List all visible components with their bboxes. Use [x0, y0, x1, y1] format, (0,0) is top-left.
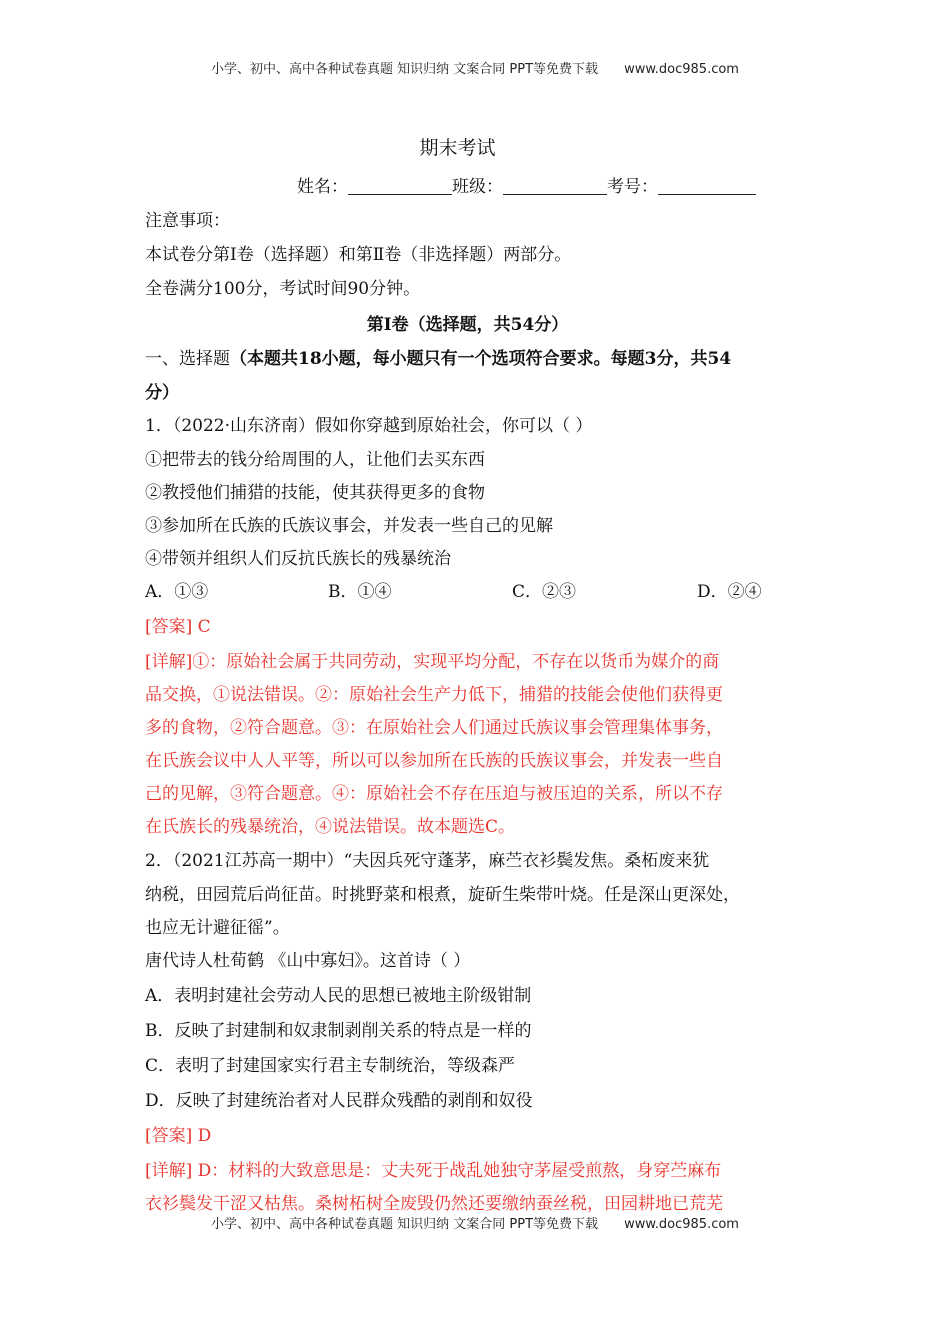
- q1-explain-4: 在氏族会议中人人平等，所以可以参加所在氏族的氏族议事会，并发表一些自: [145, 751, 723, 771]
- q1-answer: [答案] C: [145, 617, 211, 637]
- name-label: 姓名：: [297, 177, 348, 197]
- q1-item-4: ④带领并组织人们反抗氏族长的残暴统治: [145, 549, 451, 569]
- section-title: 第Ⅰ卷（选择题，共54分）: [366, 315, 569, 335]
- header-site-link[interactable]: www.doc985.com: [624, 62, 739, 77]
- q1-item-2: ②教授他们捕猎的技能，使其获得更多的食物: [145, 483, 485, 503]
- part-heading: [145, 344, 731, 369]
- part-instructions: （本题共18小题，每小题只有一个选项符合要求。每题3分，共54: [230, 349, 732, 369]
- name-blank[interactable]: [348, 176, 452, 195]
- q2-option-b[interactable]: B．反映了封建制和奴隶制剥削关系的特点是一样的: [145, 1021, 532, 1041]
- q1-item-1: ①把带去的钱分给周围的人，让他们去买东西: [145, 450, 485, 470]
- q2-option-d[interactable]: D．反映了封建统治者对人民群众残酷的剥削和奴役: [145, 1091, 533, 1111]
- notes-line-2: 全卷满分100分，考试时间90分钟。: [145, 279, 421, 299]
- q1-option-c[interactable]: C．②③: [512, 582, 577, 602]
- q1-explain-2: 品交换，①说法错误。②：原始社会生产力低下，捕猎的技能会使他们获得更: [145, 685, 723, 705]
- header-text: 小学、初中、高中各种试卷真题 知识归纳 文案合同 PPT等免费下载: [211, 62, 599, 77]
- q2-stem-4: 唐代诗人杜荀鹤 《山中寡妇》。这首诗（ ）: [145, 951, 471, 971]
- page-title: 期末考试: [419, 137, 496, 159]
- q2-stem-1: 2．（2021江苏高一期中）“夫因兵死守蓬茅，麻苎衣衫鬓发焦。桑柘废来犹: [145, 851, 710, 871]
- page-header: [0, 58, 950, 77]
- class-label: 班级：: [452, 177, 503, 197]
- q2-option-c[interactable]: C．表明了封建国家实行君主专制统治，等级森严: [145, 1056, 516, 1076]
- page-footer: [0, 1213, 950, 1232]
- q1-option-a[interactable]: A．①③: [145, 582, 209, 602]
- part-instructions-cont: 分）: [145, 383, 179, 403]
- q2-stem-3: 也应无计避征徭”。: [145, 918, 290, 938]
- q2-stem-2: 纳税，田园荒后尚征苗。时挑野菜和根煮，旋斫生柴带叶烧。任是深山更深处，: [145, 885, 740, 905]
- q2-explain-2: 衣衫鬓发干涩又枯焦。桑树柘树全废毁仍然还要缴纳蚕丝税，田园耕地已荒芜: [145, 1194, 723, 1214]
- q2-explain-1: [详解] D：材料的大致意思是：丈夫死于战乱她独守茅屋受煎熬，身穿苎麻布: [145, 1161, 722, 1181]
- part-prefix: 一、选择题: [145, 349, 230, 369]
- q1-explain-1: [详解]①：原始社会属于共同劳动，实现平均分配，不存在以货币为媒介的商: [145, 652, 720, 672]
- q1-item-3: ③参加所在氏族的氏族议事会，并发表一些自己的见解: [145, 516, 553, 536]
- q1-stem: 1．（2022·山东济南）假如你穿越到原始社会，你可以（ ）: [145, 416, 593, 436]
- q1-explain-6: 在氏族长的残暴统治，④说法错误。故本题选C。: [145, 817, 516, 837]
- q2-option-a[interactable]: A．表明封建社会劳动人民的思想已被地主阶级钳制: [145, 986, 532, 1006]
- number-label: 考号：: [607, 177, 658, 197]
- q2-answer: [答案] D: [145, 1126, 212, 1146]
- footer-text: 小学、初中、高中各种试卷真题 知识归纳 文案合同 PPT等免费下载: [211, 1217, 599, 1232]
- q1-option-b[interactable]: B．①④: [328, 582, 392, 602]
- student-info: [297, 172, 756, 197]
- number-blank[interactable]: [658, 176, 756, 195]
- q1-option-d[interactable]: D．②④: [697, 582, 762, 602]
- q1-explain-5: 己的见解，③符合题意。④：原始社会不存在压迫与被压迫的关系，所以不存: [145, 784, 723, 804]
- footer-site-link[interactable]: www.doc985.com: [624, 1217, 739, 1232]
- notes-heading: 注意事项：: [145, 211, 230, 231]
- notes-line-1: 本试卷分第Ⅰ卷（选择题）和第Ⅱ卷（非选择题）两部分。: [145, 245, 572, 265]
- class-blank[interactable]: [503, 176, 607, 195]
- q1-explain-3: 多的食物，②符合题意。③：在原始社会人们通过氏族议事会管理集体事务，: [145, 718, 723, 738]
